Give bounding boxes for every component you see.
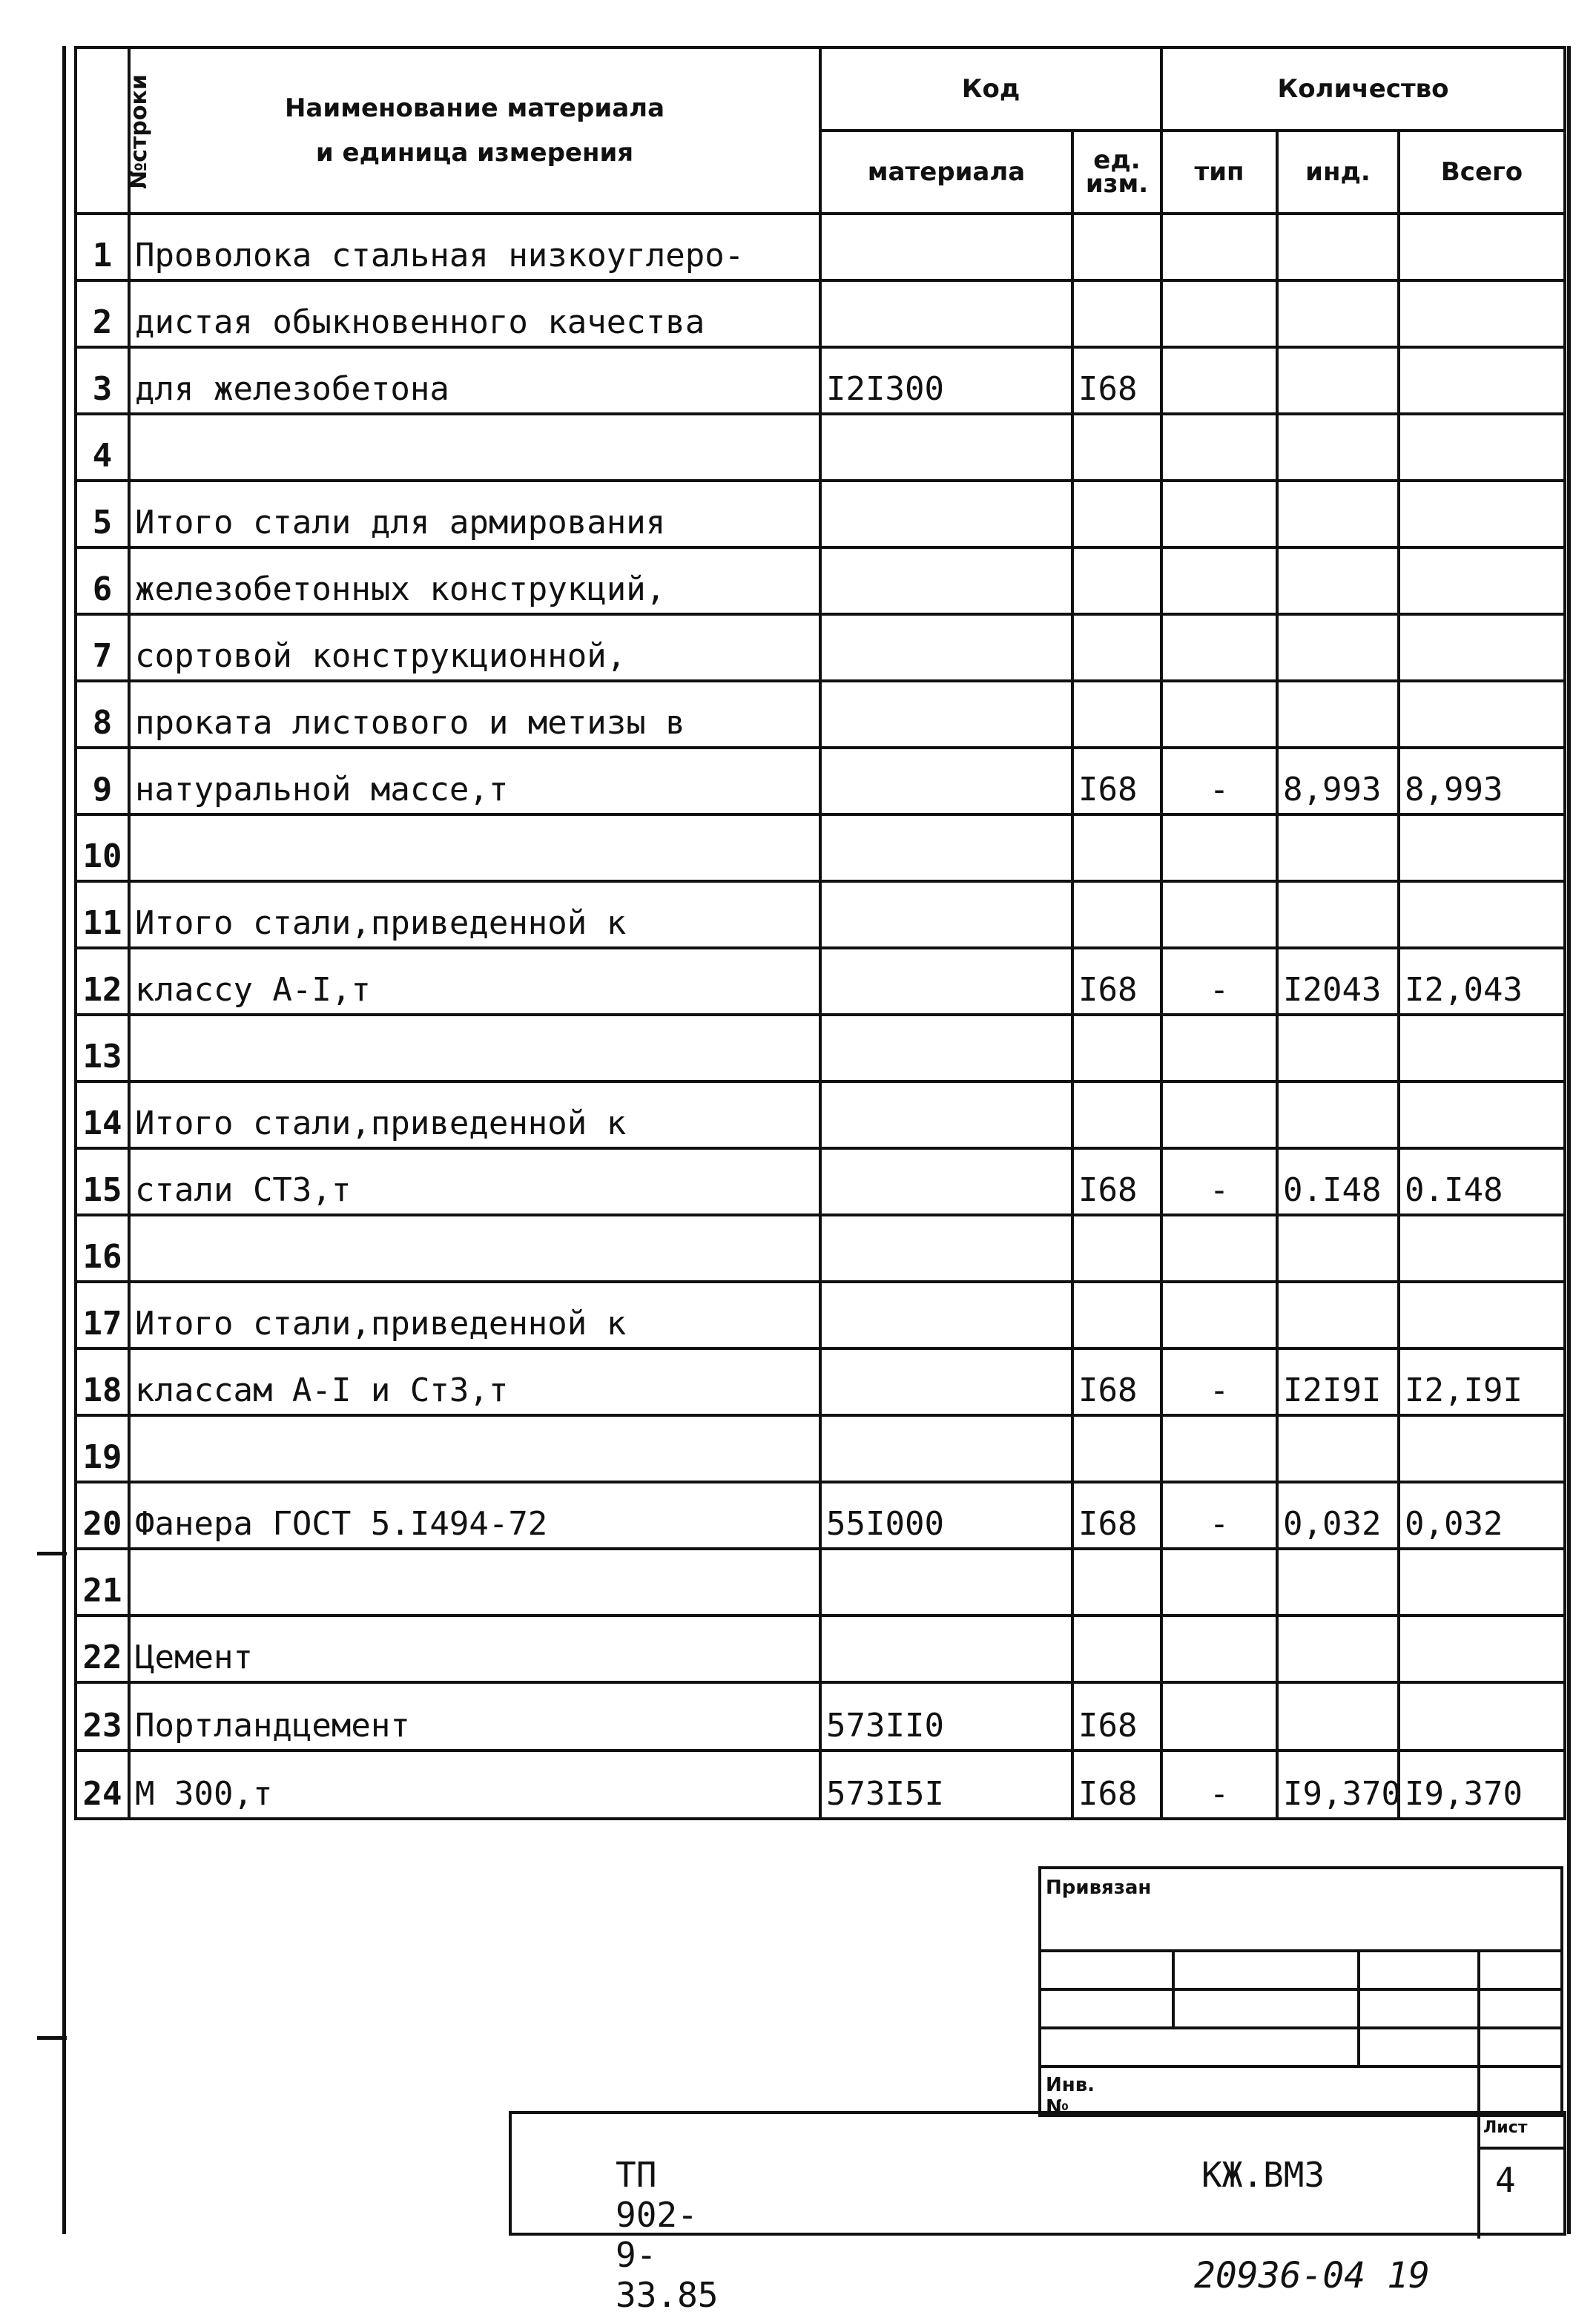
row-number-cell: 2: [76, 280, 129, 347]
material-name-cell: для железобетона: [129, 347, 820, 414]
type-value-cell: -: [1161, 1349, 1277, 1415]
total-value-cell: [1399, 1282, 1565, 1349]
ind-value-cell: [1277, 280, 1399, 347]
unit-code-cell: [1072, 1549, 1161, 1616]
material-name-cell: [129, 1215, 820, 1282]
unit-code-cell: [1072, 1415, 1161, 1482]
ind-value-cell: [1277, 614, 1399, 681]
type-value-cell: [1161, 547, 1277, 614]
row-number-cell: 19: [76, 1415, 129, 1482]
total-value-cell: [1399, 1616, 1565, 1682]
unit-code-cell: I68: [1072, 748, 1161, 814]
ind-value-cell: 0,032: [1277, 1482, 1399, 1549]
row-number-cell: 17: [76, 1282, 129, 1349]
type-value-cell: [1161, 881, 1277, 948]
unit-code-cell: [1072, 414, 1161, 481]
total-value-cell: [1399, 1015, 1565, 1081]
material-code-cell: [820, 1282, 1072, 1349]
type-value-cell: [1161, 414, 1277, 481]
material-code-cell: [820, 280, 1072, 347]
sheet-label: Лист: [1483, 2118, 1528, 2137]
stamp-rule: [1038, 1988, 1563, 1991]
unit-code-cell: [1072, 280, 1161, 347]
ind-value-cell: [1277, 347, 1399, 414]
unit-code-cell: I68: [1072, 347, 1161, 414]
row-number-cell: 8: [76, 681, 129, 748]
row-number-cell: 15: [76, 1148, 129, 1215]
material-code-cell: [820, 614, 1072, 681]
total-value-cell: [1399, 881, 1565, 948]
margin-tick: [37, 2036, 67, 2040]
unit-code-cell: I68: [1072, 1482, 1161, 1549]
material-code-cell: [820, 881, 1072, 948]
material-name-cell: [129, 814, 820, 881]
material-code-cell: I2I300: [820, 347, 1072, 414]
material-code-cell: [820, 547, 1072, 614]
row-number-cell: 12: [76, 948, 129, 1015]
unit-header: [1072, 131, 1161, 214]
row-number-cell: 18: [76, 1349, 129, 1415]
material-name-cell: Фанера ГОСТ 5.I494-72: [129, 1482, 820, 1549]
unit-header-line1: ед.: [1093, 145, 1141, 175]
row-number-cell: 22: [76, 1616, 129, 1682]
table-row: [76, 881, 1565, 948]
material-name-cell: Проволока стальная низкоуглеро-: [129, 214, 820, 280]
table-row: [76, 1081, 1565, 1148]
table-row: [76, 1482, 1565, 1549]
ind-value-cell: 0.I48: [1277, 1148, 1399, 1215]
unit-code-cell: [1072, 1282, 1161, 1349]
row-number-cell: 21: [76, 1549, 129, 1616]
total-value-cell: [1399, 681, 1565, 748]
total-value-cell: [1399, 280, 1565, 347]
table-row: [76, 1415, 1565, 1482]
type-value-cell: [1161, 1682, 1277, 1751]
stamp-rule: [1038, 2065, 1563, 2068]
row-number-cell: 7: [76, 614, 129, 681]
attached-label: Привязан: [1046, 1877, 1152, 1899]
type-value-cell: -: [1161, 1148, 1277, 1215]
material-name-cell: проката листового и метизы в: [129, 681, 820, 748]
total-value-cell: 0.I48: [1399, 1148, 1565, 1215]
ind-value-cell: [1277, 1415, 1399, 1482]
stamp-rule: [1477, 2147, 1563, 2150]
table-row: [76, 1215, 1565, 1282]
type-value-cell: [1161, 1215, 1277, 1282]
ind-value-cell: [1277, 1215, 1399, 1282]
material-code-cell: [820, 1349, 1072, 1415]
unit-code-cell: I68: [1072, 1751, 1161, 1819]
table-row: [76, 1549, 1565, 1616]
type-value-cell: [1161, 280, 1277, 347]
material-name-cell: стали СТ3,т: [129, 1148, 820, 1215]
ind-value-cell: [1277, 1015, 1399, 1081]
type-value-cell: [1161, 1081, 1277, 1148]
total-value-cell: [1399, 1682, 1565, 1751]
type-header: тип: [1161, 131, 1277, 214]
unit-code-cell: [1072, 881, 1161, 948]
inventory-number-label: Инв. №: [1046, 2074, 1095, 2118]
total-value-cell: [1399, 614, 1565, 681]
table-row: [76, 1349, 1565, 1415]
total-value-cell: [1399, 1549, 1565, 1616]
type-value-cell: -: [1161, 948, 1277, 1015]
material-code-cell: [820, 1215, 1072, 1282]
material-name-cell: железобетонных конструкций,: [129, 547, 820, 614]
type-value-cell: [1161, 481, 1277, 547]
table-row: [76, 547, 1565, 614]
handwritten-archive-number: 20936-04 19: [1194, 2255, 1430, 2296]
unit-code-cell: I68: [1072, 1682, 1161, 1751]
row-number-cell: 10: [76, 814, 129, 881]
type-value-cell: -: [1161, 748, 1277, 814]
material-code-cell: 55I000: [820, 1482, 1072, 1549]
table-row: [76, 1751, 1565, 1819]
code-header: Код: [820, 47, 1161, 131]
material-code-cell: [820, 1616, 1072, 1682]
total-header: Всего: [1399, 131, 1565, 214]
ind-value-cell: I9,370: [1277, 1751, 1399, 1819]
quantity-header: Количество: [1161, 47, 1565, 131]
ind-value-cell: 8,993: [1277, 748, 1399, 814]
type-value-cell: [1161, 1282, 1277, 1349]
material-code-cell: [820, 414, 1072, 481]
material-name-cell: натуральной массе,т: [129, 748, 820, 814]
ind-value-cell: [1277, 481, 1399, 547]
material-name-cell: [129, 1415, 820, 1482]
ind-value-cell: [1277, 1616, 1399, 1682]
total-value-cell: 8,993: [1399, 748, 1565, 814]
material-name-cell: [129, 1015, 820, 1081]
material-code-header: материала: [820, 131, 1072, 214]
type-value-cell: [1161, 814, 1277, 881]
type-value-cell: -: [1161, 1751, 1277, 1819]
row-number-cell: 3: [76, 347, 129, 414]
unit-code-cell: [1072, 1081, 1161, 1148]
type-value-cell: [1161, 1415, 1277, 1482]
material-name-cell: дистая обыкновенного качества: [129, 280, 820, 347]
table-row: [76, 414, 1565, 481]
total-value-cell: [1399, 1081, 1565, 1148]
material-code-cell: [820, 1015, 1072, 1081]
table-row: [76, 1148, 1565, 1215]
material-code-cell: 573I5I: [820, 1751, 1072, 1819]
ind-value-cell: [1277, 881, 1399, 948]
type-value-cell: [1161, 681, 1277, 748]
unit-code-cell: [1072, 214, 1161, 280]
material-code-cell: [820, 814, 1072, 881]
row-number-cell: 23: [76, 1682, 129, 1751]
material-name-header: [129, 47, 820, 214]
type-value-cell: -: [1161, 1482, 1277, 1549]
unit-code-cell: [1072, 1015, 1161, 1081]
ind-value-cell: [1277, 1081, 1399, 1148]
table-row: [76, 1282, 1565, 1349]
total-value-cell: [1399, 1415, 1565, 1482]
material-name-cell: Итого стали для армирования: [129, 481, 820, 547]
unit-code-cell: [1072, 481, 1161, 547]
material-name-cell: сортовой конструкционной,: [129, 614, 820, 681]
row-number-cell: 9: [76, 748, 129, 814]
material-code-cell: [820, 681, 1072, 748]
ind-value-cell: [1277, 681, 1399, 748]
total-value-cell: [1399, 814, 1565, 881]
unit-code-cell: [1072, 1616, 1161, 1682]
total-value-cell: [1399, 214, 1565, 280]
type-value-cell: [1161, 1549, 1277, 1616]
stamp-rule: [1038, 1949, 1563, 1952]
type-value-cell: [1161, 347, 1277, 414]
table-row: [76, 214, 1565, 280]
total-value-cell: [1399, 347, 1565, 414]
ind-value-cell: I2I9I: [1277, 1349, 1399, 1415]
row-number-cell: 4: [76, 414, 129, 481]
ind-value-cell: [1277, 814, 1399, 881]
total-value-cell: [1399, 481, 1565, 547]
material-code-cell: 573II0: [820, 1682, 1072, 1751]
material-code-cell: [820, 1415, 1072, 1482]
stamp-rule: [1038, 2026, 1563, 2029]
type-value-cell: [1161, 214, 1277, 280]
ind-value-cell: [1277, 1549, 1399, 1616]
row-number-cell: 13: [76, 1015, 129, 1081]
table-row: [76, 614, 1565, 681]
row-number-cell: 6: [76, 547, 129, 614]
material-name-cell: [129, 1549, 820, 1616]
total-value-cell: [1399, 547, 1565, 614]
table-row: [76, 948, 1565, 1015]
table-row: [76, 1682, 1565, 1751]
type-value-cell: [1161, 1015, 1277, 1081]
row-number-cell: 14: [76, 1081, 129, 1148]
unit-code-cell: [1072, 1215, 1161, 1282]
unit-code-cell: [1072, 814, 1161, 881]
table-row: [76, 280, 1565, 347]
table-row: [76, 481, 1565, 547]
unit-code-cell: [1072, 614, 1161, 681]
material-name-cell: классу А-I,т: [129, 948, 820, 1015]
unit-code-cell: [1072, 681, 1161, 748]
type-value-cell: [1161, 1616, 1277, 1682]
material-name-cell: Итого стали,приведенной к: [129, 881, 820, 948]
ind-value-cell: [1277, 1682, 1399, 1751]
material-name-cell: М 300,т: [129, 1751, 820, 1819]
material-name-cell: Итого стали,приведенной к: [129, 1282, 820, 1349]
ind-value-cell: [1277, 547, 1399, 614]
unit-code-cell: I68: [1072, 948, 1161, 1015]
material-name-header-line2: и единица измерения: [315, 138, 634, 168]
sheet-number: 4: [1495, 2160, 1516, 2200]
material-name-cell: классам А-I и Ст3,т: [129, 1349, 820, 1415]
material-name-cell: Итого стали,приведенной к: [129, 1081, 820, 1148]
unit-code-cell: I68: [1072, 1148, 1161, 1215]
material-code-cell: [820, 948, 1072, 1015]
row-number-cell: 1: [76, 214, 129, 280]
unit-code-cell: [1072, 547, 1161, 614]
material-code-cell: [820, 748, 1072, 814]
row-number-cell: 5: [76, 481, 129, 547]
row-number-header: №строки: [76, 47, 129, 214]
table-row: [76, 681, 1565, 748]
margin-tick: [37, 1552, 67, 1555]
material-code-cell: [820, 1549, 1072, 1616]
row-number-cell: 11: [76, 881, 129, 948]
material-code-cell: [820, 481, 1072, 547]
ind-header: инд.: [1277, 131, 1399, 214]
unit-header-line2: изм.: [1085, 169, 1149, 199]
table-row: [76, 1015, 1565, 1081]
material-name-cell: Портландцемент: [129, 1682, 820, 1751]
table-row: [76, 347, 1565, 414]
total-value-cell: I2,043: [1399, 948, 1565, 1015]
project-number: ТП 902-9-33.85: [616, 2155, 719, 2315]
unit-code-cell: I68: [1072, 1349, 1161, 1415]
total-value-cell: I2,I9I: [1399, 1349, 1565, 1415]
ind-value-cell: [1277, 414, 1399, 481]
type-value-cell: [1161, 614, 1277, 681]
total-value-cell: [1399, 414, 1565, 481]
specification-table: [74, 46, 1566, 1820]
material-code-cell: [820, 214, 1072, 280]
table-row: [76, 814, 1565, 881]
row-number-cell: 16: [76, 1215, 129, 1282]
ind-value-cell: [1277, 214, 1399, 280]
total-value-cell: 0,032: [1399, 1482, 1565, 1549]
ind-value-cell: I2043: [1277, 948, 1399, 1015]
row-number-cell: 24: [76, 1751, 129, 1819]
material-name-header-line1: Наименование материала: [284, 93, 665, 123]
stamp-divider: [1172, 1949, 1175, 2029]
ind-value-cell: [1277, 1282, 1399, 1349]
material-code-cell: [820, 1148, 1072, 1215]
document-code: КЖ.ВМ3: [1201, 2155, 1325, 2195]
total-value-cell: [1399, 1215, 1565, 1282]
material-code-cell: [820, 1081, 1072, 1148]
attachment-box: [1038, 1866, 1563, 2117]
material-name-cell: [129, 414, 820, 481]
row-number-cell: 20: [76, 1482, 129, 1549]
material-name-cell: Цемент: [129, 1616, 820, 1682]
total-value-cell: I9,370: [1399, 1751, 1565, 1819]
stamp-divider: [1357, 1949, 1360, 2065]
table-row: [76, 1616, 1565, 1682]
table-row: [76, 748, 1565, 814]
